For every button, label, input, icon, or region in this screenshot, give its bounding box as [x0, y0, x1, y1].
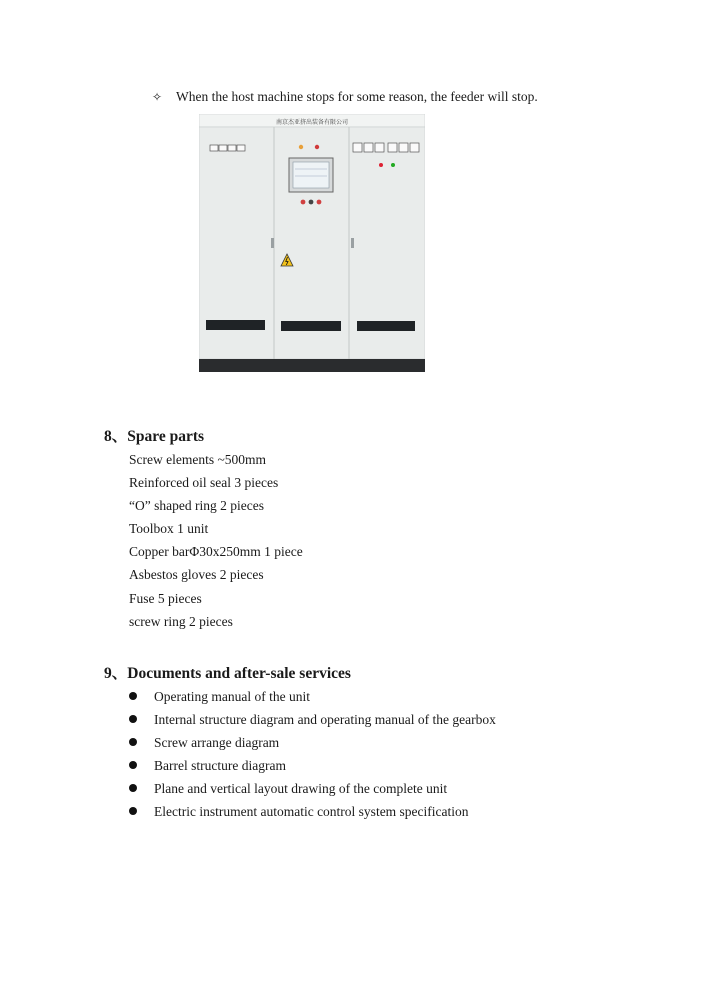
door-handle-icon — [271, 238, 274, 248]
hmi-screen — [293, 162, 329, 188]
intro-text: When the host machine stops for some reason, the feeder will stop. — [176, 89, 538, 104]
list-item: Plane and vertical layout drawing of the complete unit — [129, 779, 496, 802]
spare-parts-heading: 8、Spare parts — [104, 428, 205, 445]
intro-line — [152, 89, 538, 105]
push-button-icon — [309, 200, 314, 205]
list-item: screw ring 2 pieces — [129, 613, 233, 629]
bullet-icon — [129, 784, 137, 792]
list-item: Screw arrange diagram — [129, 733, 496, 756]
documents-heading: 9、Documents and after-sale services — [104, 665, 351, 682]
indicator-lamp-icon — [379, 163, 383, 167]
list-item: Internal structure diagram and operating manual of the gearbox — [129, 710, 496, 733]
spare-parts-list — [129, 450, 303, 635]
indicator-lamp-icon — [299, 145, 303, 149]
vent-grille-left — [206, 320, 265, 330]
indicator-lamp-icon — [391, 163, 395, 167]
door-handle-icon — [351, 238, 354, 248]
bullet-icon — [129, 807, 137, 815]
list-item: Operating manual of the unit — [129, 687, 496, 710]
bullet-icon — [129, 761, 137, 769]
list-item: Asbestos gloves 2 pieces — [129, 567, 264, 583]
push-button-icon — [301, 200, 306, 205]
list-item: Electric instrument automatic control system specification — [129, 802, 496, 825]
control-cabinet-photo — [199, 114, 425, 372]
list-item: Screw elements ~500mm — [129, 452, 267, 467]
list-item: “O” shaped ring 2 pieces — [129, 498, 264, 514]
push-button-icon — [317, 200, 322, 205]
bullet-icon — [129, 738, 137, 746]
vent-grille-right — [357, 321, 415, 331]
cabinet-base — [199, 359, 425, 372]
list-item: Copper barΦ30x250mm 1 piece — [129, 544, 303, 560]
list-item: Reinforced oil seal 3 pieces — [129, 475, 279, 491]
indicator-lamp-icon — [315, 145, 319, 149]
documents-list — [129, 687, 496, 826]
vent-grille-center — [281, 321, 341, 331]
bullet-icon — [129, 715, 137, 723]
list-item: Toolbox 1 unit — [129, 521, 209, 537]
diamond-bullet-icon: ✧ — [152, 90, 163, 104]
list-item: Fuse 5 pieces — [129, 590, 202, 606]
list-item: Barrel structure diagram — [129, 756, 496, 779]
bullet-icon — [129, 692, 137, 700]
nameplate-text: 南京杰亚挤出装备有限公司 — [275, 119, 349, 126]
